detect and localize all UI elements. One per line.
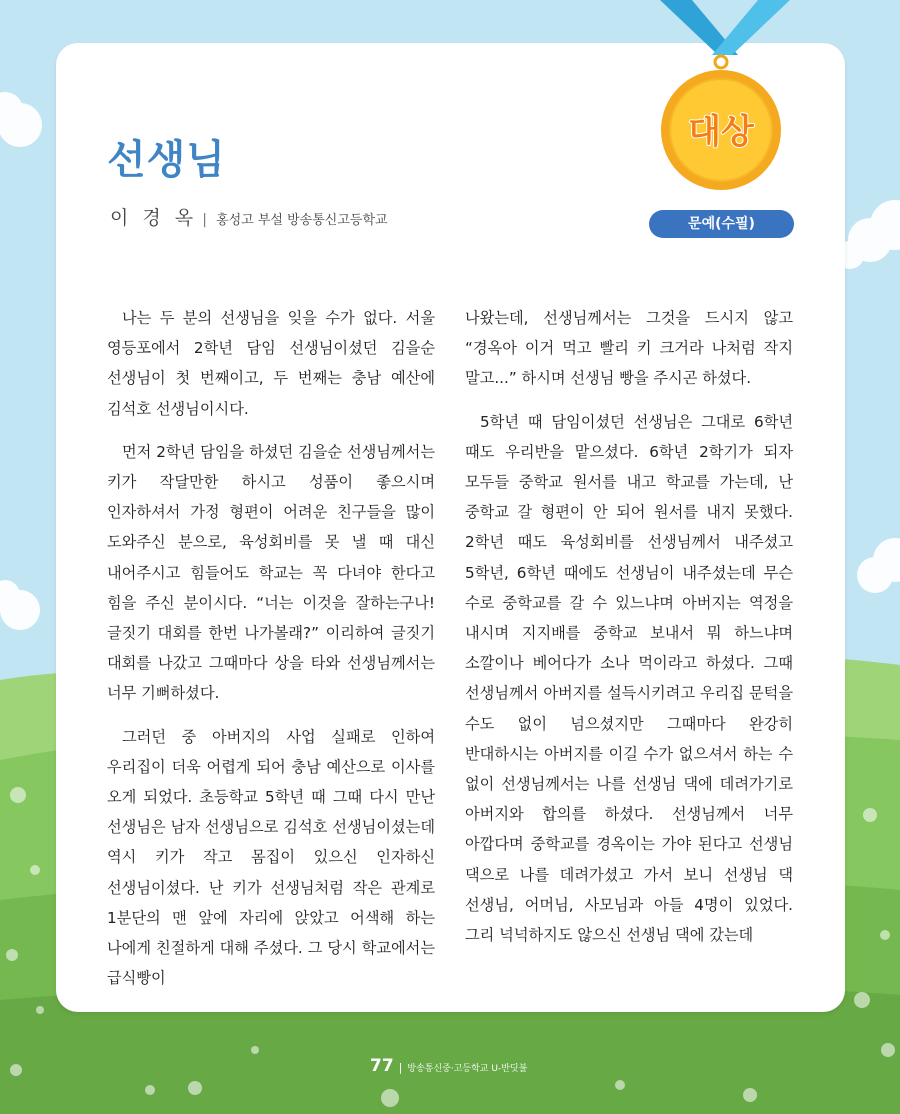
publication-name: 방송통신중·고등학교 U-반딧불: [407, 1064, 528, 1074]
paragraph: 먼저 2학년 담임을 하셨던 김을순 선생님께서는 키가 작달만한 하시고 성품이 좋으시며 인자하셔서 가정 형편이 어려운 친구들을 많이 도와주신 분으로, 육성회비를 못 낼 때 대신 내어주시고 힘들어도 학교는 꼭 다녀야 한다고 힘을 주신 분이시다. “너는 이것을 잘하는구나! 글짓기 대회를 한번 나가볼래?” 이리하여 글짓기 대회를 나갔고 그때마다 상을 타와 선생님께서는 너무 기뻐하셨다.: [107, 442, 435, 703]
paragraph: 나왔는데, 선생님께서는 그것을 드시지 않고 “경옥아 이거 먹고 빨리 키 크거라 나처럼 작지 말고...” 하시며 선생님 빵을 주시곤 하셨다.: [465, 309, 793, 388]
byline: [110, 203, 388, 230]
paragraph: 그러던 중 아버지의 사업 실패로 인하여 우리집이 더욱 어렵게 되어 충남 예산으로 이사를 오게 되었다. 초등학교 5학년 때 그때 다시 만난 선생님은 남자 선생님으로 김석호 선생님이셨는데 역시 키가 작고 몸집이 있으신 인자하신 선생님이셨다. 난 키가 선생님처럼 작은 관계로 1분단의 맨 앞에 자리에 앉았고 어색해 하는 나에게 친절하게 대해 주셨다. 그 당시 학교에서는 급식빵이: [107, 727, 435, 988]
page-footer: [370, 1056, 527, 1076]
paragraph: 나는 두 분의 선생님을 잊을 수가 없다. 서울 영등포에서 2학년 담임 선생님이셨던 김을순 선생님이 첫 번째이고, 두 번째는 충남 예산에 김석호 선생님이시다.: [107, 309, 435, 418]
right-column: [465, 303, 793, 963]
gold-medal-icon: [630, 0, 820, 210]
author-name: 이 경 옥: [110, 207, 198, 229]
left-column: [107, 303, 435, 1006]
footer-separator: |: [398, 1061, 403, 1074]
category-badge: 문예(수필): [649, 210, 794, 238]
byline-separator: |: [202, 212, 207, 228]
medal-label: 대상: [688, 112, 754, 152]
page-number: 77: [370, 1056, 394, 1076]
school-name: 홍성고 부설 방송통신고등학교: [216, 213, 388, 228]
paragraph: 5학년 때 담임이셨던 선생님은 그대로 6학년 때도 우리반을 맡으셨다. 6학년 2학기가 되자 모두들 중학교 원서를 내고 학교를 가는데, 난 중학교 갈 형편이 안 되어 원서를 내지 못했다. 2학년 때도 육성회비를 선생님께서 내주셨고 5학년, 6학년 때에도 선생님이 내주셨는데 무슨 수로 중학교를 갈 수 있느냐며 아버지는 역정을 내시며 지지배를 중학교 보내서 뭐 하느냐며 소깔이나 베어다가 소나 먹이라고 하셨다. 그때 선생님께서 아버지를 설득시키려고 우리집 문턱을 수도 없이 넘으셨지만 그때마다 완강히 반대하시는 아버지를 이길 수가 없으셔서 하는 수 없이 선생님께서는 나를 선생님 댁에 데려가기로 아버지와 합의를 하셨다. 선생님께서 너무 아깝다며 중학교를 경옥이는 가야 된다고 선생님 댁으로 나를 데려가셨고 가서 보니 선생님 댁 선생님, 어머님, 사모님과 아들 4명이 있었다. 그리 넉넉하지도 않으신 선생님 댁에 갔는데: [465, 412, 793, 945]
article-title: 선생님: [107, 136, 226, 183]
